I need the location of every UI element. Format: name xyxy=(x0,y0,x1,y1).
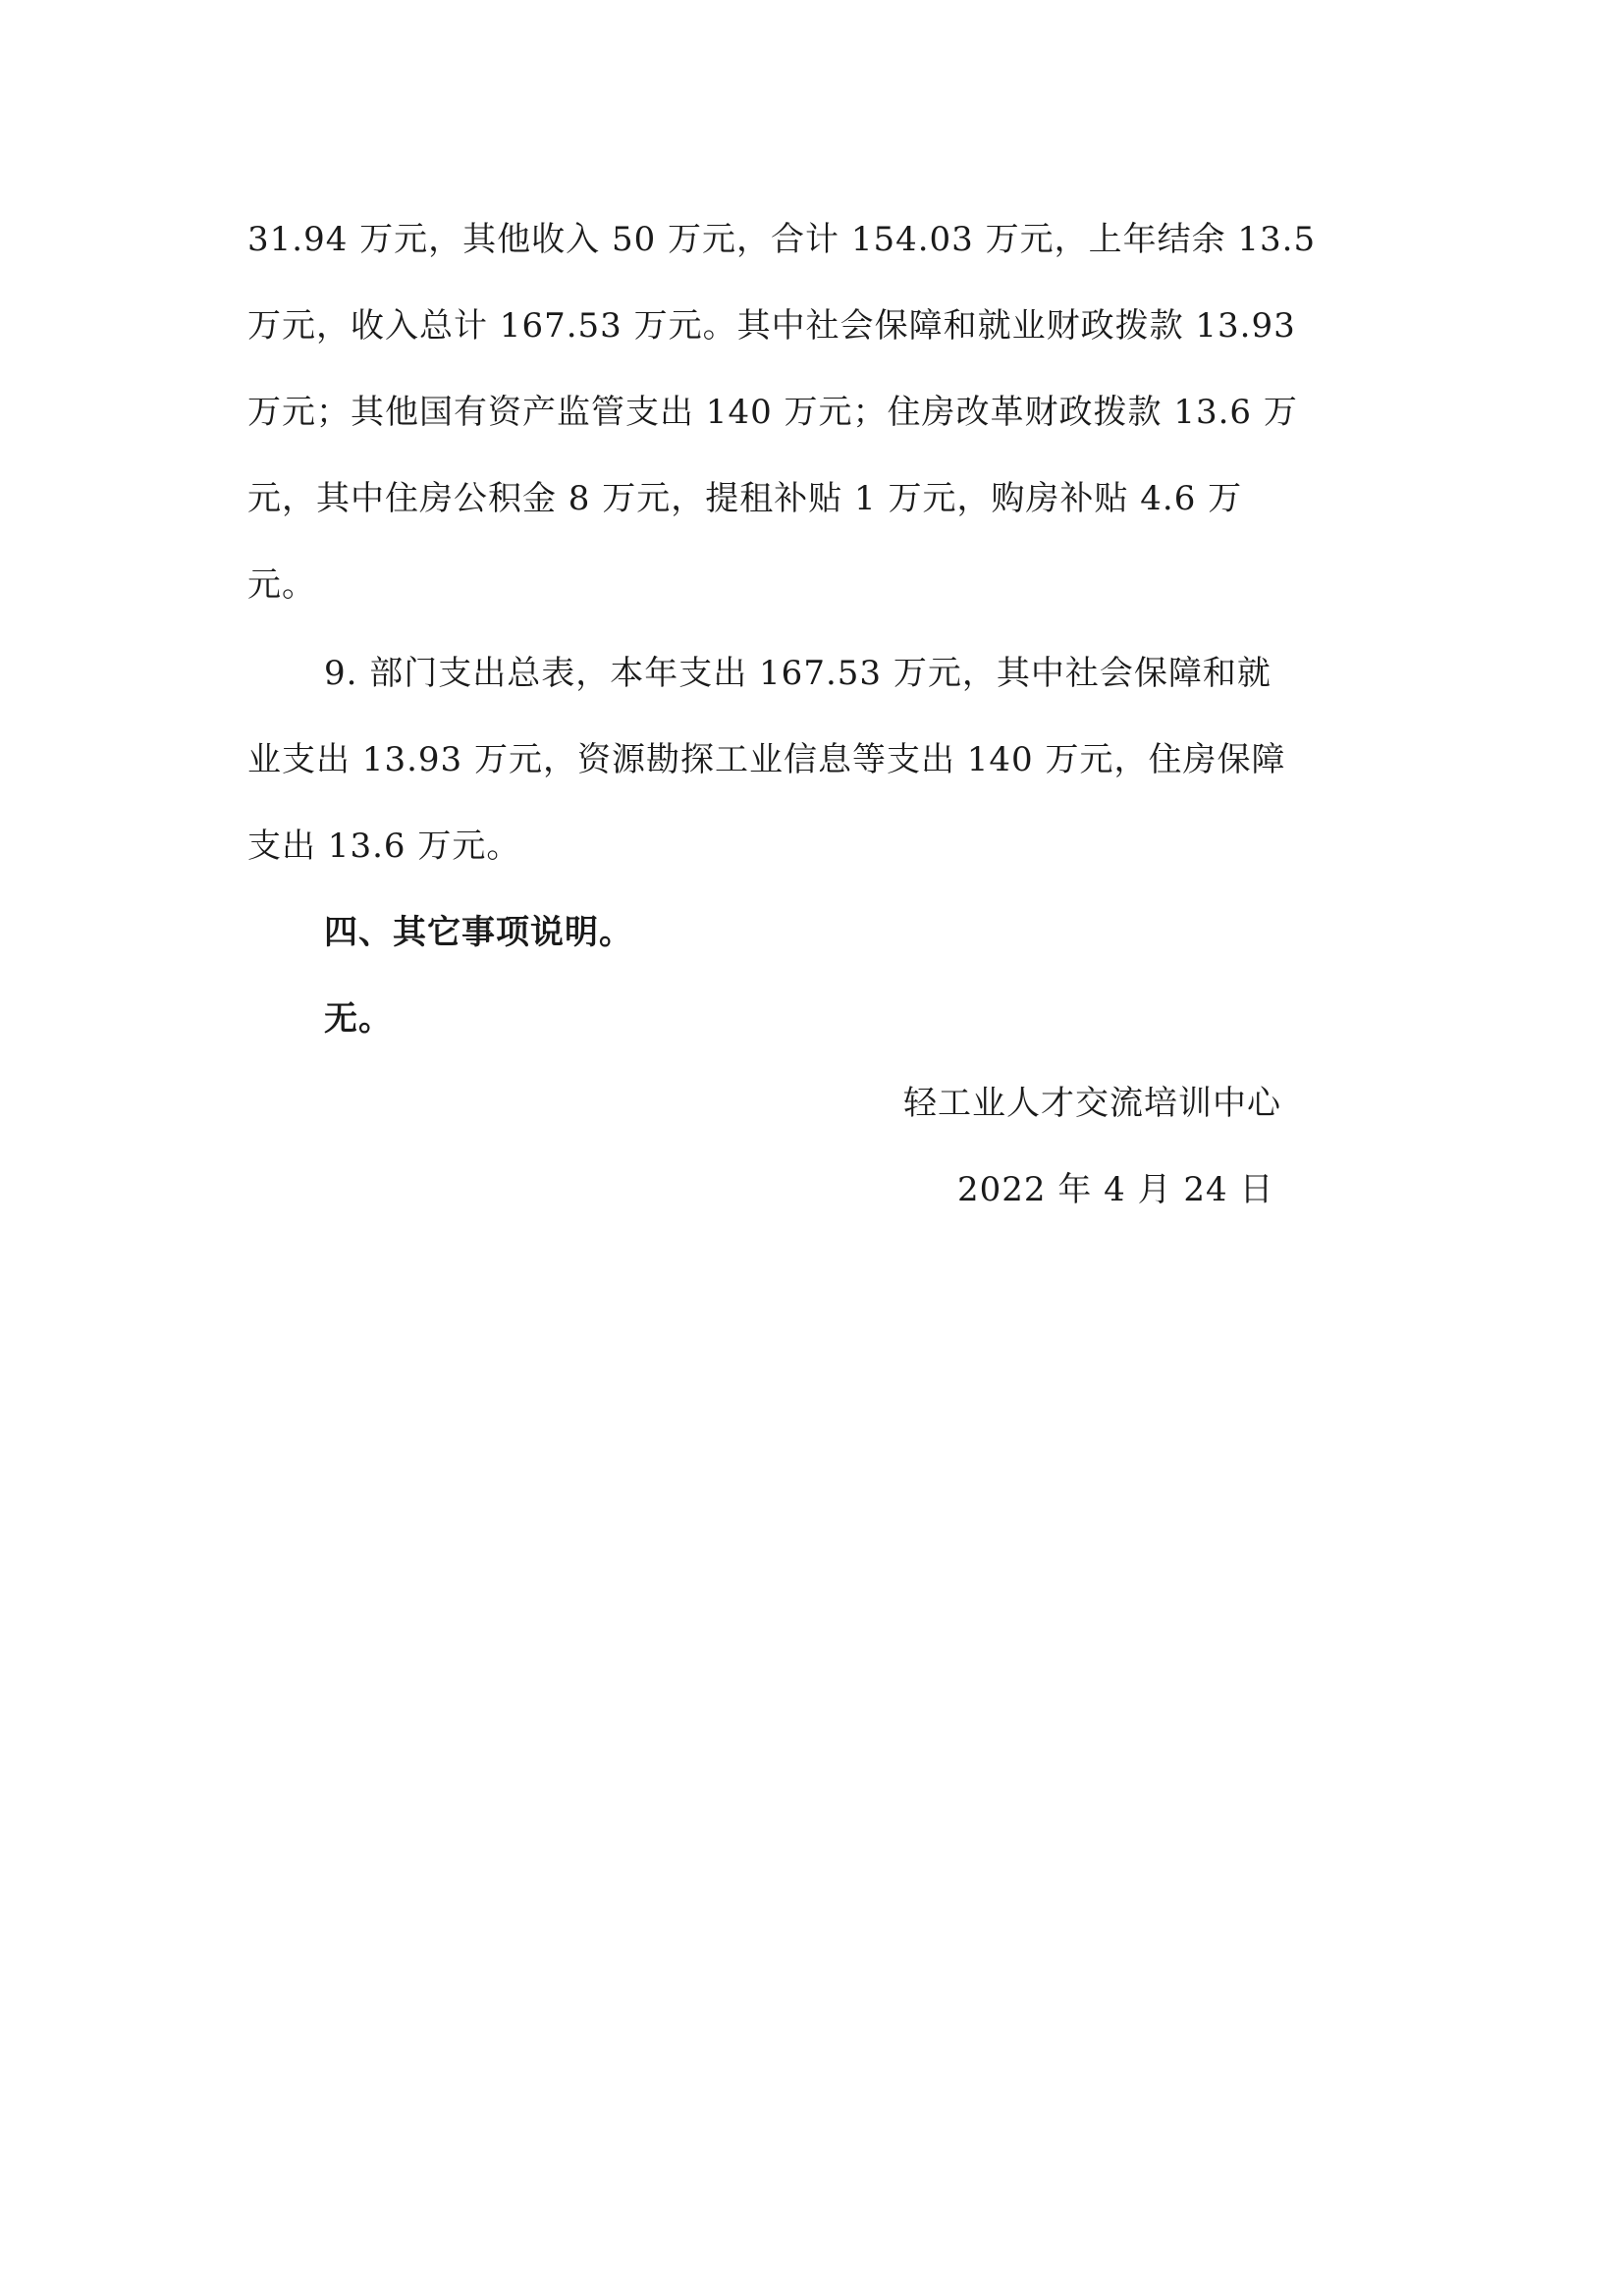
body-text-line: 元。 xyxy=(247,565,316,605)
body-text-line: 元，其中住房公积金 8 万元，提租补贴 1 万元，购房补贴 4.6 万 xyxy=(247,479,1243,518)
body-text-line: 支出 13.6 万元。 xyxy=(247,827,521,866)
body-text-line: 31.94 万元，其他收入 50 万元，合计 154.03 万元，上年结余 13.5 xyxy=(247,220,1317,259)
signature-date: 2022 年 4 月 24 日 xyxy=(957,1170,1274,1209)
section-body: 无。 xyxy=(324,999,393,1039)
body-text-line: 9. 部门支出总表，本年支出 167.53 万元，其中社会保障和就 xyxy=(324,654,1272,693)
signature-organization: 轻工业人才交流培训中心 xyxy=(903,1084,1281,1123)
body-text-line: 万元；其他国有资产监管支出 140 万元；住房改革财政拨款 13.6 万 xyxy=(247,393,1298,432)
section-heading: 四、其它事项说明。 xyxy=(324,913,633,952)
body-text-line: 万元，收入总计 167.53 万元。其中社会保障和就业财政拨款 13.93 xyxy=(247,306,1296,346)
body-text-line: 业支出 13.93 万元，资源勘探工业信息等支出 140 万元，住房保障 xyxy=(247,740,1286,779)
